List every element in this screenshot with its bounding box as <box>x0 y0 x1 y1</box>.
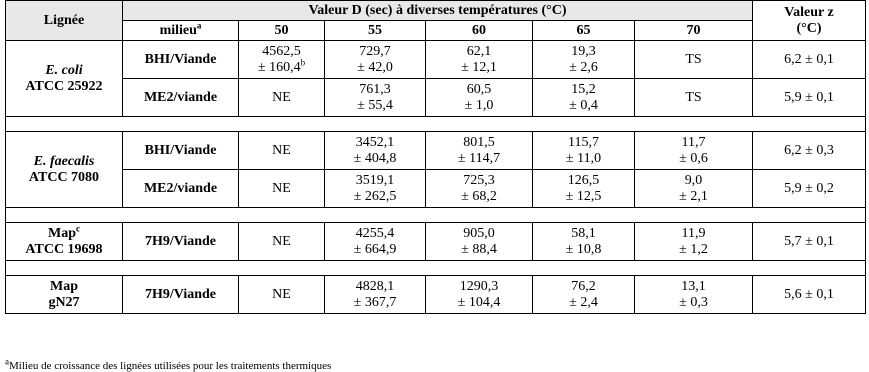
d-value-mean: 126,5 <box>567 172 600 188</box>
table-row <box>6 170 866 208</box>
d-value-sd: ± 114,7 <box>457 150 501 166</box>
spacer-row <box>6 208 866 223</box>
d-value-cell <box>426 170 533 208</box>
d-value-sd: ± 2,1 <box>679 188 708 204</box>
lignee-header: Lignée <box>6 1 123 41</box>
d-value-sd: ± 42,0 <box>357 59 393 75</box>
d-value-mean: 4828,1 <box>355 278 395 294</box>
d-value-mean: 9,0 <box>684 172 703 188</box>
d-value-cell <box>533 276 635 314</box>
spacer-cell <box>6 208 866 223</box>
d-value-footnote-mark: b <box>300 56 306 67</box>
z-value-cell: 5,9 ± 0,1 <box>753 79 866 117</box>
z-value-cell: 6,2 ± 0,1 <box>753 41 866 79</box>
z-value-cell: 5,9 ± 0,2 <box>753 170 866 208</box>
d-value-mean: 1290,3 <box>459 278 499 294</box>
d-value-sd: ± 55,4 <box>357 97 393 113</box>
d-value-sd: ± 10,8 <box>565 241 602 257</box>
d-value-sd: ± 0,4 <box>569 97 598 113</box>
d-value-mean: 15,2 <box>571 81 596 97</box>
d-value-cell <box>533 79 635 117</box>
d-value-sd: ± 1,0 <box>464 97 494 113</box>
d-value-mean: 13,1 <box>681 278 706 294</box>
header-row-1 <box>6 1 866 21</box>
d-value-cell <box>426 41 533 79</box>
z-value-cell: 6,2 ± 0,3 <box>753 132 866 170</box>
d-value-sd: ± 664,9 <box>353 241 397 257</box>
d-value-sd: ± 12,1 <box>461 59 497 75</box>
table-row <box>6 79 866 117</box>
temp-header-55: 55 <box>325 21 426 41</box>
d-value-status: TS <box>685 89 702 105</box>
d-value-sd: ± 12,5 <box>565 188 602 204</box>
d-value-cell <box>239 79 325 117</box>
strain-footnote-mark: c <box>76 222 80 233</box>
strain-name-cell <box>6 276 123 314</box>
d-value-mean: 4255,4 <box>355 225 395 241</box>
d-value-mean: 725,3 <box>463 172 495 188</box>
d-value-sd: ± 262,5 <box>353 188 397 204</box>
zvalue-header <box>753 1 866 41</box>
table-row <box>6 276 866 314</box>
d-value-mean: 3519,1 <box>355 172 395 188</box>
d-value-sd: ± 2,6 <box>569 59 598 75</box>
d-value-mean: 801,5 <box>463 134 495 150</box>
spacer-row <box>6 117 866 132</box>
strain-name-cell <box>6 41 123 117</box>
table-row <box>6 41 866 79</box>
medium-cell: 7H9/Viande <box>123 276 239 314</box>
d-value-sd: ± 104,4 <box>457 294 501 310</box>
d-value-cell <box>239 170 325 208</box>
d-value-cell <box>325 223 426 261</box>
d-value-cell <box>635 79 753 117</box>
z-value-cell: 5,7 ± 0,1 <box>753 223 866 261</box>
d-value-cell <box>325 132 426 170</box>
strain-name: E. coli <box>45 62 83 78</box>
d-value-cell <box>325 79 426 117</box>
d-value-cell <box>533 223 635 261</box>
d-value-mean: 11,9 <box>681 225 706 241</box>
d-value-sd: ± 0,6 <box>679 150 708 166</box>
strain-code: gN27 <box>48 294 80 310</box>
table-body <box>6 41 866 314</box>
d-value-sd: ± 367,7 <box>353 294 397 310</box>
footnote <box>5 356 332 372</box>
d-value-cell <box>239 41 325 79</box>
medium-cell: ME2/viande <box>123 170 239 208</box>
d-value-mean: 115,7 <box>568 134 599 150</box>
d-value-sd: ± 0,3 <box>679 294 708 310</box>
temp-header-70: 70 <box>635 21 753 41</box>
strain-name: Map <box>50 278 78 294</box>
strain-name-cell <box>6 132 123 208</box>
strain-name: Map <box>48 225 76 241</box>
d-value-status: NE <box>272 233 291 249</box>
d-value-status: NE <box>272 180 291 196</box>
d-value-cell <box>635 41 753 79</box>
spacer-row <box>6 261 866 276</box>
d-value-cell <box>239 276 325 314</box>
d-value-mean: 60,5 <box>466 81 492 97</box>
milieu-header-text: milieu <box>159 22 197 38</box>
d-value-cell <box>533 41 635 79</box>
strain-name-cell <box>6 223 123 261</box>
d-value-sd: ± 1,2 <box>679 241 708 257</box>
d-value-status: NE <box>272 142 291 158</box>
d-value-cell <box>325 41 426 79</box>
d-value-mean: 4562,5 <box>262 43 301 59</box>
d-value-mean: 58,1 <box>571 225 596 241</box>
d-value-mean: 761,3 <box>359 81 391 97</box>
d-value-cell <box>533 170 635 208</box>
spacer-cell <box>6 117 866 132</box>
header-row-2 <box>6 21 866 41</box>
d-value-cell <box>239 132 325 170</box>
d-value-cell <box>325 276 426 314</box>
d-value-cell <box>426 276 533 314</box>
d-value-mean: 3452,1 <box>355 134 395 150</box>
d-value-cell <box>426 223 533 261</box>
d-value-mean: 11,7 <box>681 134 706 150</box>
milieu-header <box>123 21 239 41</box>
footnote-text: Milieu de croissance des lignées utilisées pour les traitements thermiques <box>9 360 332 372</box>
strain-code: ATCC 19698 <box>25 241 103 257</box>
dvalue-header: Valeur D (sec) à diverses températures (°C) <box>123 1 753 21</box>
thermal-resistance-table <box>5 0 866 314</box>
strain-code: ATCC 25922 <box>25 78 103 94</box>
z-value-cell: 5,6 ± 0,1 <box>753 276 866 314</box>
d-value-mean: 76,2 <box>571 278 596 294</box>
strain-code: ATCC 7080 <box>28 169 100 185</box>
d-value-cell <box>426 79 533 117</box>
d-value-mean: 905,0 <box>463 225 495 241</box>
d-value-cell <box>533 132 635 170</box>
d-value-mean: 19,3 <box>571 43 596 59</box>
spacer-cell <box>6 261 866 276</box>
d-value-status: NE <box>272 286 291 302</box>
d-value-cell <box>325 170 426 208</box>
medium-cell: ME2/viande <box>123 79 239 117</box>
table-row <box>6 223 866 261</box>
d-value-cell <box>635 170 753 208</box>
d-value-sd: ± 88,4 <box>461 241 497 257</box>
zvalue-header-line2: (°C) <box>796 20 822 36</box>
d-value-mean: 729,7 <box>359 43 391 59</box>
temp-header-60: 60 <box>426 21 533 41</box>
d-value-sd: ± 68,2 <box>461 188 497 204</box>
d-value-status: NE <box>272 89 291 105</box>
d-value-status: TS <box>685 51 702 67</box>
d-value-cell <box>635 223 753 261</box>
d-value-cell <box>239 223 325 261</box>
d-value-sd: ± 11,0 <box>565 150 602 166</box>
d-value-cell <box>635 276 753 314</box>
d-value-sd: ± 160,4 <box>257 59 301 75</box>
zvalue-header-line1: Valeur z <box>784 4 834 20</box>
temp-header-65: 65 <box>533 21 635 41</box>
medium-cell: 7H9/Viande <box>123 223 239 261</box>
medium-cell: BHI/Viande <box>123 132 239 170</box>
d-value-cell <box>635 132 753 170</box>
strain-name: E. faecalis <box>33 153 95 169</box>
footnote-mark: a <box>5 356 9 367</box>
d-value-sd: ± 2,4 <box>569 294 598 310</box>
d-value-cell <box>426 132 533 170</box>
temp-header-50: 50 <box>239 21 325 41</box>
table-row <box>6 132 866 170</box>
milieu-footnote-mark: a <box>196 19 202 30</box>
d-value-sd: ± 404,8 <box>353 150 397 166</box>
d-value-mean: 62,1 <box>466 43 492 59</box>
medium-cell: BHI/Viande <box>123 41 239 79</box>
